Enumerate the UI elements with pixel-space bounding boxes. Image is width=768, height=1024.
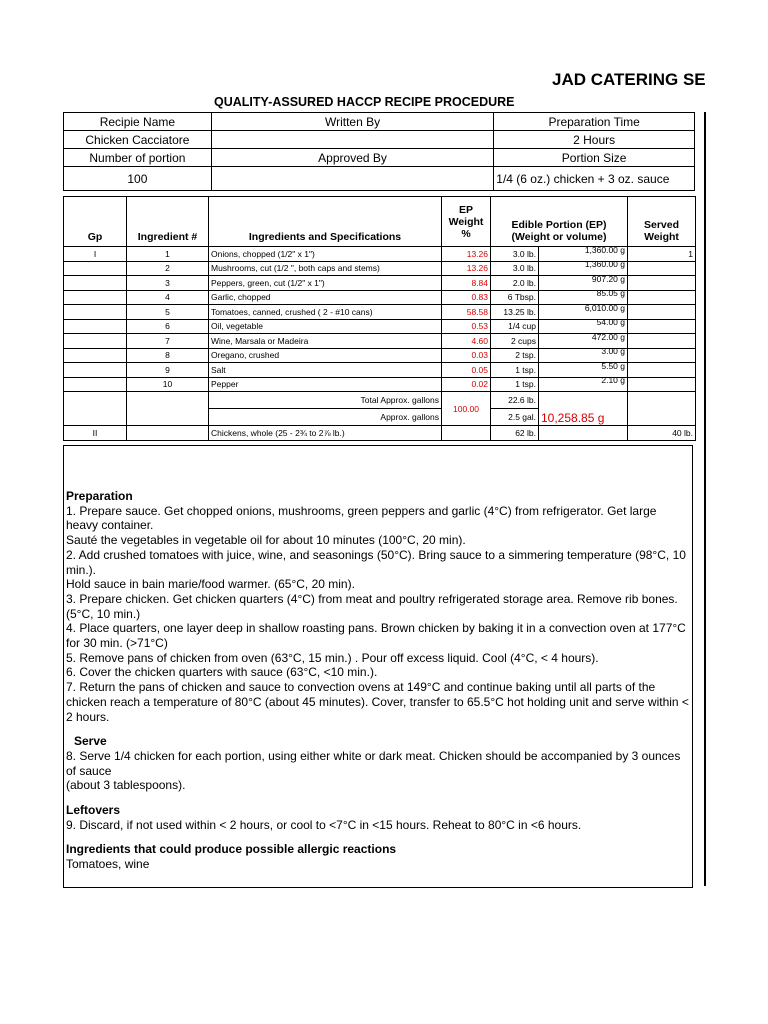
row-ep-grams [539,290,628,305]
row-spec: Pepper [209,377,442,392]
table-row [64,319,696,334]
allergen-text: Tomatoes, wine [66,857,150,872]
row-amount: 1 tsp. [491,363,539,378]
ep-grams-value: 85.05 g [596,290,625,299]
group2-num [127,426,209,441]
row-ep-pct: 0.02 [442,377,491,392]
group2-pct [442,426,491,441]
col-ep-weight-line1: EP [458,203,473,216]
ep-grams-value: 1,360.00 g [584,246,625,255]
total-ep: 10,258.85 g [539,392,628,426]
row-ep-grams [539,247,628,262]
ep-grams-value: 6,010.00 g [584,304,625,313]
table-row [64,247,696,262]
row-spec: Tomatoes, canned, crushed ( 2 - #10 cans) [209,305,442,320]
procedure-line: Sauté the vegetables in vegetable oil for about 10 minutes (100°C, 20 min). [66,533,466,548]
group2-spec: Chickens, whole (25 - 2¾ to 2⅞ lb.) [209,426,442,441]
row-served [628,261,696,276]
prep-time-value: 2 Hours [494,131,695,149]
row-amount: 1 tsp. [491,377,539,392]
company-name: JAD CATERING SE [552,70,706,89]
portion-size-label: Portion Size [494,149,695,167]
recipe-info-table [63,112,695,191]
row-ep-grams [539,319,628,334]
col-served-line1: Served [643,219,680,231]
row-ep-pct: 0.83 [442,290,491,305]
preparation-heading: Preparation [66,489,133,503]
ep-grams-value: 3.00 g [601,348,625,357]
recipe-name-value: Chicken Cacciatore [64,131,212,149]
written-by-value [211,131,493,149]
procedure-line: 1. Prepare sauce. Get chopped onions, mushrooms, green peppers and garlic (4°C) from refrigerator. Get large heavy container. [66,503,657,533]
row-served [628,363,696,378]
row-ingredient-num: 2 [127,261,209,276]
procedure-line: 2. Add crushed tomatoes with juice, wine, and seasonings (50°C). Bring sauce to a simmering temperature (98°C, 10 min.). [66,547,686,577]
col-ep-weight-line3: % [461,227,471,240]
row-served [628,290,696,305]
row-served [628,334,696,349]
table-row [64,290,696,305]
preparation-steps [66,504,690,725]
portions-label: Number of portion [64,149,212,167]
total-served-cell [628,392,696,426]
total-amount-2: 2.5 gal. [491,409,539,426]
written-by-label: Written By [211,113,493,131]
col-ingredient-num: Ingredient # [127,197,209,247]
procedure-line: 3. Prepare chicken. Get chicken quarters (4°C) from meat and poultry refrigerated storage area. Remove rib bones. (5°C, 10 min.) [66,591,678,621]
row-ingredient-num: 9 [127,363,209,378]
row-gp [64,290,127,305]
row-amount: 2 tsp. [491,348,539,363]
total-label-2: Approx. gallons [209,409,442,426]
row-ep-grams [539,348,628,363]
group2-ep [539,426,628,441]
row-spec: Oregano, crushed [209,348,442,363]
ep-grams-value: 472.00 g [591,333,625,342]
group2-served: 40 lb. [628,426,696,441]
row-gp [64,377,127,392]
row-ingredient-num: 5 [127,305,209,320]
group2-gp: II [64,426,127,441]
row-ep-pct: 13.26 [442,261,491,276]
row-served [628,348,696,363]
table-row [64,261,696,276]
row-gp [64,276,127,291]
col-ep-weight [442,197,491,247]
procedure-line: 6. Cover the chicken quarters with sauce (63°C, <10 min.). [66,665,378,680]
row-gp [64,261,127,276]
row-ep-pct: 0.53 [442,319,491,334]
table-row [64,377,696,392]
row-spec: Peppers, green, cut (1/2" x 1") [209,276,442,291]
col-spec: Ingredients and Specifications [209,197,442,247]
portion-size-value: 1/4 (6 oz.) chicken + 3 oz. sauce [494,167,695,191]
row-gp [64,363,127,378]
row-ingredient-num: 3 [127,276,209,291]
recipe-name-label: Recipie Name [64,113,212,131]
col-served-line2: Weight [644,231,679,243]
row-served [628,305,696,320]
leftovers-heading: Leftovers [66,803,121,818]
total-amount-1: 22.6 lb. [491,392,539,409]
total-label-1: Total Approx. gallons [209,392,442,409]
procedure-line: 8. Serve 1/4 chicken for each portion, using either white or dark meat. Chicken should be accompanied by 3 ounces of sauce [66,748,681,778]
col-served-weight [628,197,696,247]
row-ep-pct: 13.26 [442,247,491,262]
row-amount: 2 cups [491,334,539,349]
row-spec: Oil, vegetable [209,319,442,334]
page-edge-line [704,112,706,886]
row-ingredient-num: 4 [127,290,209,305]
row-spec: Salt [209,363,442,378]
row-gp [64,319,127,334]
procedure-line: Hold sauce in bain marie/food warmer. (65°C, 20 min). [66,577,355,592]
row-ep-pct: 58.58 [442,305,491,320]
row-amount: 2.0 lb. [491,276,539,291]
col-edible-portion [491,197,628,247]
row-ingredient-num: 7 [127,334,209,349]
row-served [628,377,696,392]
row-ep-pct: 0.03 [442,348,491,363]
procedure-line: (about 3 tablespoons). [66,778,186,793]
row-ep-pct: 0.05 [442,363,491,378]
serve-steps [66,749,690,793]
row-gp [64,348,127,363]
row-gp [64,334,127,349]
row-spec: Wine, Marsala or Madeira [209,334,442,349]
allergen-heading: Ingredients that could produce possible allergic reactions [66,842,397,857]
row-spec: Garlic, chopped [209,290,442,305]
row-served: 1 [628,247,696,262]
portions-value: 100 [64,167,212,191]
table-row [64,276,696,291]
ep-grams-value: 1,360.00 g [584,261,625,270]
row-ep-grams [539,377,628,392]
row-ingredient-num: 6 [127,319,209,334]
row-spec: Mushrooms, cut (1/2 ", both caps and stems) [209,261,442,276]
row-ep-grams [539,276,628,291]
document-title: QUALITY-ASSURED HACCP RECIPE PROCEDURE [214,95,515,109]
table-row [64,305,696,320]
col-ep-line1: Edible Portion (EP) [511,219,607,231]
procedure-line: 5. Remove pans of chicken from oven (63°C, 15 min.) . Pour off excess liquid. Cool (4°C, < 4 hours). [66,650,599,665]
row-ingredient-num: 10 [127,377,209,392]
row-gp: I [64,247,127,262]
col-gp: Gp [64,197,127,247]
ep-grams-value: 5.50 g [601,362,625,371]
row-ingredient-num: 8 [127,348,209,363]
row-amount: 3.0 lb. [491,247,539,262]
row-ep-grams [539,363,628,378]
serve-heading: Serve [74,734,107,749]
row-served [628,276,696,291]
table-row [64,334,696,349]
ep-grams-value: 54.00 g [596,319,625,328]
row-amount: 13.25 lb. [491,305,539,320]
ep-grams-value: 2.10 g [601,377,625,386]
row-ep-pct: 4.60 [442,334,491,349]
total-gp-cell [64,392,127,426]
col-ep-weight-line2: Weight [448,215,484,228]
col-ep-line2: (Weight or volume) [511,231,607,243]
ep-grams-value: 907.20 g [591,275,625,284]
procedure-line: 4. Place quarters, one layer deep in shallow roasting pans. Brown chicken by baking it in a convection oven at 177°C for 30 min. (>71°C) [66,621,686,651]
leftovers-text: 9. Discard, if not used within < 2 hours, or cool to <7°C in <15 hours. Reheat to 80°C in <6 hours. [66,817,582,832]
prep-time-label: Preparation Time [494,113,695,131]
table-row [64,363,696,378]
total-num-cell [127,392,209,426]
row-ingredient-num: 1 [127,247,209,262]
row-ep-grams [539,305,628,320]
row-spec: Onions, chopped (1/2" x 1") [209,247,442,262]
row-amount: 1/4 cup [491,319,539,334]
row-ep-grams [539,261,628,276]
group2-amount: 62 lb. [491,426,539,441]
table-row [64,348,696,363]
row-served [628,319,696,334]
row-amount: 6 Tbsp. [491,290,539,305]
procedure-box [63,445,693,888]
approved-by-value [211,167,493,191]
row-ep-pct: 8.84 [442,276,491,291]
approved-by-label: Approved By [211,149,493,167]
row-amount: 3.0 lb. [491,261,539,276]
row-gp [64,305,127,320]
total-pct: 100.00 [442,392,491,426]
row-ep-grams [539,334,628,349]
procedure-line: 7. Return the pans of chicken and sauce to convection ovens at 149°C and continue baking until all parts of the chicken reach a temperature of 80°C (about 45 minutes). Cover, transfer to 65.5°C hot holding unit and serve within < 2 hours. [66,680,689,724]
ingredients-table [63,196,696,441]
